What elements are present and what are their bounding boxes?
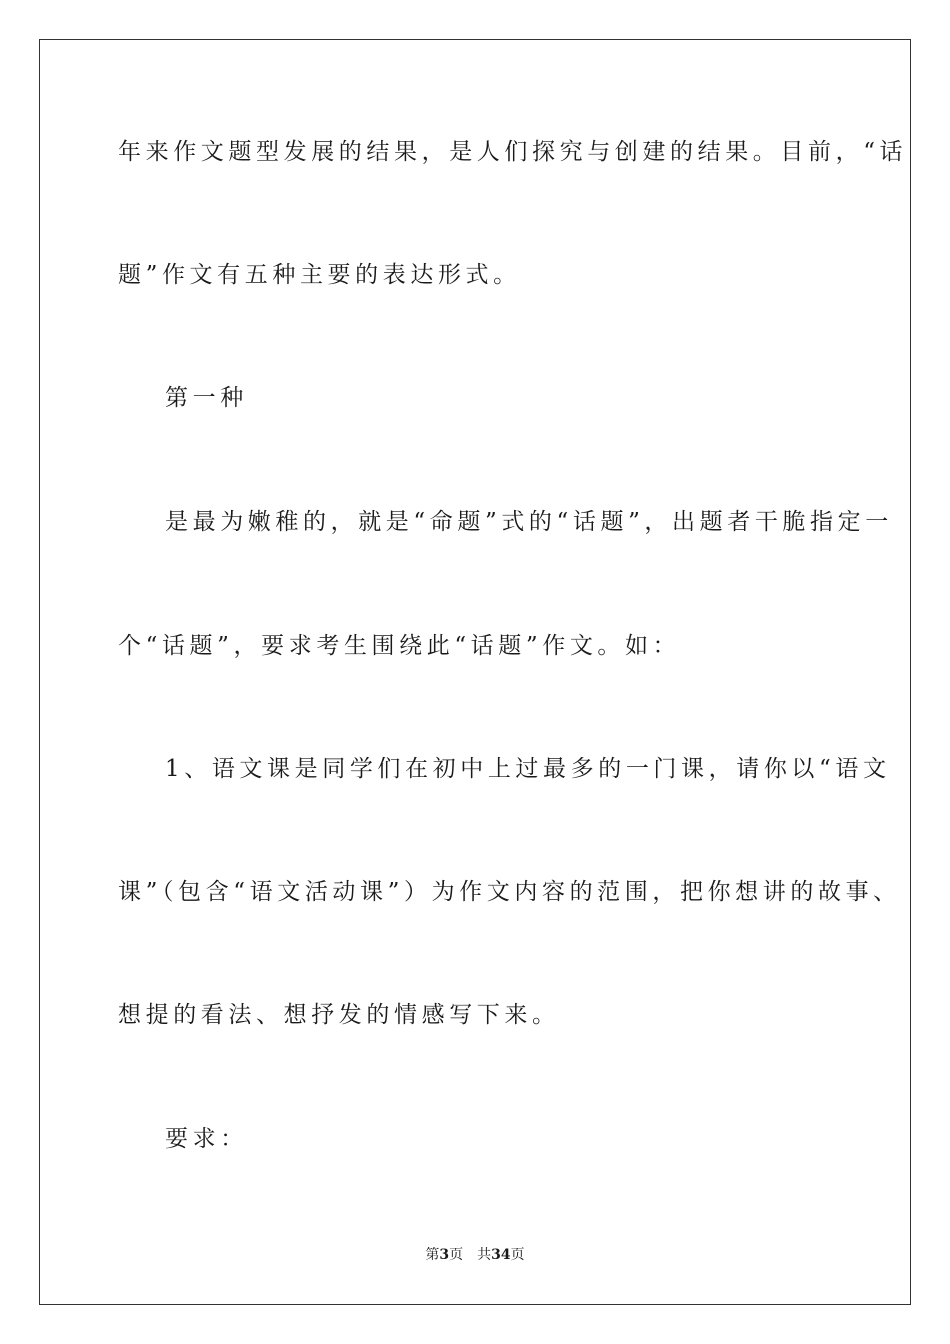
body-line-7: 课”（包含“语文活动课”）为作文内容的范围，把你想讲的故事、 <box>118 879 901 905</box>
body-line-4: 是最为嫩稚的，就是“命题”式的“话题”，出题者干脆指定一 <box>165 509 893 535</box>
body-line-5: 个“话题”，要求考生围绕此“话题”作文。如： <box>118 633 681 659</box>
body-line-1: 年来作文题型发展的结果，是人们探究与创建的结果。目前，“话 <box>118 139 908 165</box>
total-suffix: 页 <box>510 1247 525 1263</box>
requirements-label: 要求： <box>165 1126 248 1152</box>
page-prefix: 第 <box>425 1247 440 1263</box>
page-suffix: 页 <box>449 1247 464 1263</box>
body-line-6: 1、语文课是同学们在初中上过最多的一门课，请你以“语文 <box>165 756 891 782</box>
body-line-8: 想提的看法、想抒发的情感写下来。 <box>118 1002 560 1028</box>
page-border <box>39 39 911 1305</box>
total-page-count: 34 <box>491 1247 511 1263</box>
current-page-number: 3 <box>439 1247 450 1263</box>
body-line-2: 题”作文有五种主要的表达形式。 <box>118 262 521 288</box>
page-number-footer <box>0 1246 950 1264</box>
section-heading-first-type: 第一种 <box>165 385 248 411</box>
total-prefix: 共 <box>477 1247 492 1263</box>
